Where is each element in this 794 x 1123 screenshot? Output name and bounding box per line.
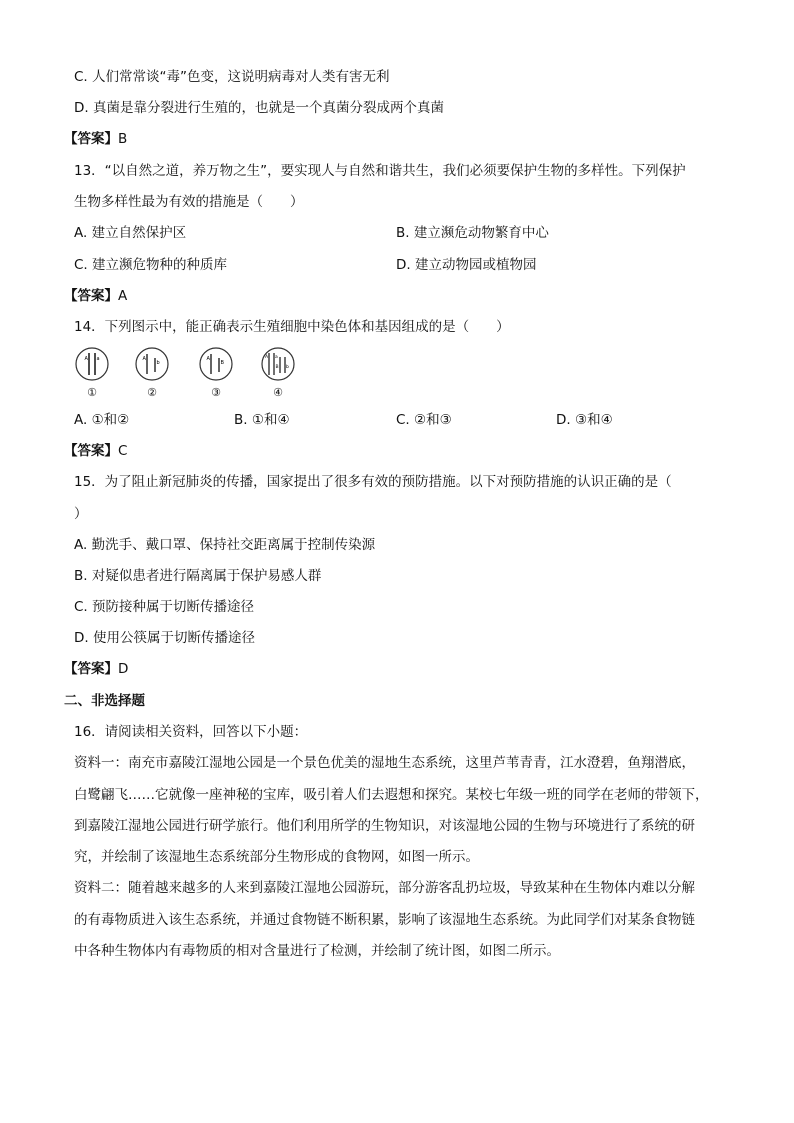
q14-answer xyxy=(64,442,127,460)
q16-material2-line2: 的有毒物质进入该生态系统，并通过食物链不断积累，影响了该湿地生态系统。为此同学们对某条食物链 xyxy=(74,912,695,928)
q15-answer xyxy=(64,660,128,678)
q14-option-a: A. ①和② xyxy=(74,412,130,428)
q16-material1-line2: 白鹭翩飞……它就像一座神秘的宝库，吸引着人们去遐想和探究。某校七年级一班的同学在老师的带领下， xyxy=(74,787,709,803)
gene-letter: B xyxy=(220,360,224,366)
q13-option-d: D. 建立动物园或植物园 xyxy=(396,257,537,273)
q13-option-c: C. 建立濒危物种的种质库 xyxy=(74,257,228,273)
cell-diagram-icon xyxy=(258,346,298,386)
q14-stem: 14．下列图示中，能正确表示生殖细胞中染色体和基因组成的是（ ） xyxy=(74,319,510,335)
answer-tag: 【答案】 xyxy=(64,131,118,147)
answer-value: A xyxy=(118,288,128,304)
gene-letter: a xyxy=(275,355,278,360)
q14-option-d: D. ③和④ xyxy=(556,412,613,428)
section-title: 二、非选择题 xyxy=(64,693,145,709)
cell-figure-3 xyxy=(196,346,236,404)
answer-tag: 【答案】 xyxy=(64,661,118,677)
cell-figure-4 xyxy=(258,346,298,404)
q16-material1-line4: 究，并绘制了该湿地生态系统部分生物形成的食物网，如图一所示。 xyxy=(74,849,479,865)
gene-letter: A xyxy=(265,355,269,360)
answer-value: B xyxy=(118,131,128,147)
q13-option-b: B. 建立濒危动物繁育中心 xyxy=(396,225,549,241)
q14-option-c: C. ②和③ xyxy=(396,412,452,428)
figure-label: ③ xyxy=(211,386,221,399)
cell-figure-1 xyxy=(72,346,112,404)
cell-diagram-icon xyxy=(196,346,236,386)
q13-option-a: A. 建立自然保护区 xyxy=(74,225,187,241)
figure-label: ② xyxy=(147,386,157,399)
answer-value: D xyxy=(118,661,129,677)
q16-material1-line3: 到嘉陵江湿地公园进行研学旅行。他们利用所学的生物知识，对该湿地公园的生物与环境进行了系统的研 xyxy=(74,818,695,834)
q15-option-d: D. 使用公筷属于切断传播途径 xyxy=(74,630,255,646)
q15-stem-line1: 15．为了阻止新冠肺炎的传播，国家提出了很多有效的预防措施。以下对预防措施的认识正确的是（ xyxy=(74,474,672,490)
q16-material2-line3: 中各种生物体内有毒物质的相对含量进行了检测，并绘制了统计图，如图二所示。 xyxy=(74,943,560,959)
answer-tag: 【答案】 xyxy=(64,443,118,459)
q16-stem: 16．请阅读相关资料，回答以下小题： xyxy=(74,724,308,740)
q16-material1-line1: 资料一：南充市嘉陵江湿地公园是一个景色优美的湿地生态系统，这里芦苇青青，江水澄碧，鱼翔潜底， xyxy=(74,755,695,771)
q12-answer xyxy=(64,130,127,148)
q14-option-b: B. ①和④ xyxy=(234,412,290,428)
gene-letter: B xyxy=(275,365,279,370)
answer-value: C xyxy=(118,443,128,459)
q15-stem-line2: ） xyxy=(74,506,88,522)
gene-letter: A xyxy=(142,356,146,362)
q15-option-c: C. 预防接种属于切断传播途径 xyxy=(74,599,255,615)
gene-letter: b xyxy=(156,360,160,366)
figure-label: ④ xyxy=(273,386,283,399)
q14-cell-figures xyxy=(72,346,312,404)
cell-figure-2 xyxy=(132,346,172,404)
q15-option-a: A. 勤洗手、戴口罩、保持社交距离属于控制传染源 xyxy=(74,537,376,553)
gene-letter: A xyxy=(84,356,88,362)
answer-tag: 【答案】 xyxy=(64,288,118,304)
q12-option-c: C. 人们常常谈“毒”色变，这说明病毒对人类有害无利 xyxy=(74,69,390,85)
gene-letter: a xyxy=(96,356,100,362)
q12-option-d: D. 真菌是靠分裂进行生殖的，也就是一个真菌分裂成两个真菌 xyxy=(74,100,444,116)
cell-diagram-icon xyxy=(72,346,112,386)
figure-label: ① xyxy=(87,386,97,399)
gene-letter: b xyxy=(286,365,289,370)
q16-material2-line1: 资料二：随着越来越多的人来到嘉陵江湿地公园游玩，部分游客乱扔垃圾，导致某种在生物体内难以分解 xyxy=(74,880,695,896)
q13-answer xyxy=(64,287,127,305)
q13-stem-line2: 生物多样性最为有效的措施是（ ） xyxy=(74,194,304,210)
cell-diagram-icon xyxy=(132,346,172,386)
gene-letter: A xyxy=(206,356,210,362)
q13-stem-line1: 13．“以自然之道，养万物之生”，要实现人与自然和谐共生，我们必须要保护生物的多样性。下列保护 xyxy=(74,163,686,179)
q15-option-b: B. 对疑似患者进行隔离属于保护易感人群 xyxy=(74,568,322,584)
